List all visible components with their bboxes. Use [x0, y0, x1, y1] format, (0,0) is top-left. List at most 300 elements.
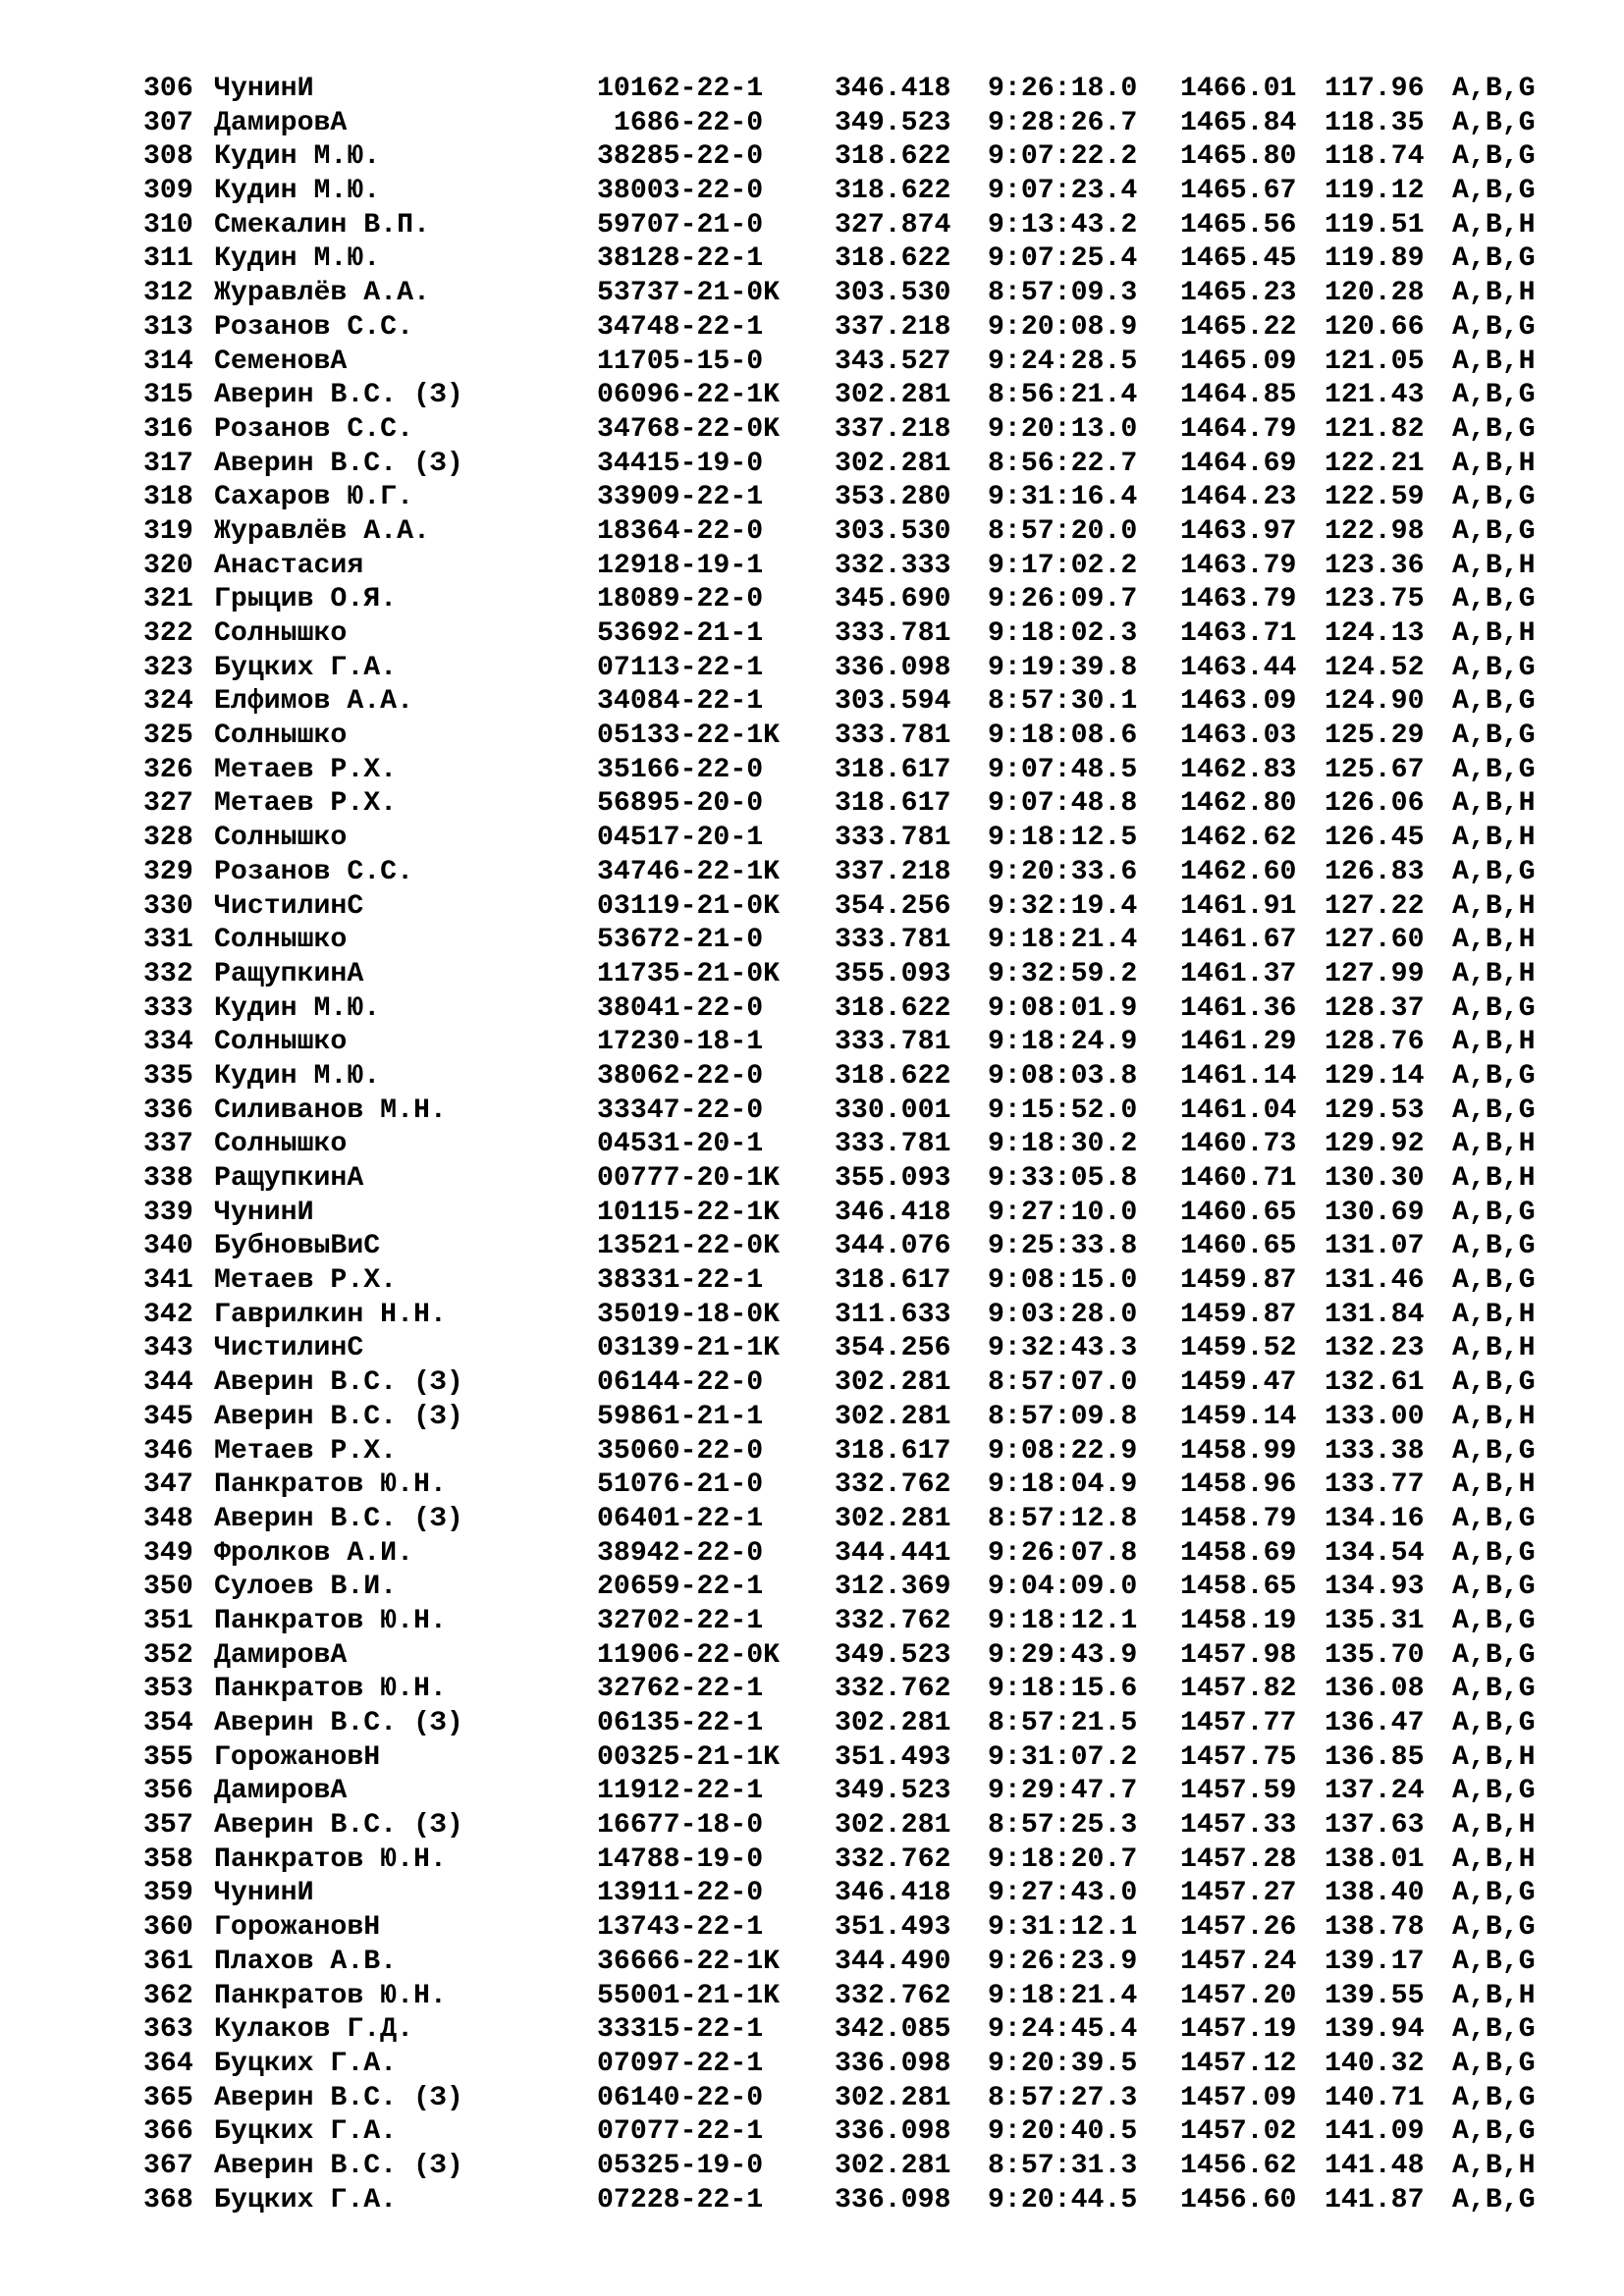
table-row	[143, 652, 1536, 686]
cell-speed: 1461.67	[1180, 925, 1297, 956]
table-row	[143, 1060, 1536, 1095]
cell-classes: A,B,H	[1452, 890, 1536, 922]
cell-name: Солнышко	[214, 721, 348, 752]
cell-coefficient: 139.55	[1325, 1980, 1425, 2011]
cell-coefficient: 134.54	[1325, 1537, 1425, 1569]
cell-ring: 07097-22-1	[597, 2048, 764, 2079]
cell-coefficient: 141.87	[1325, 2184, 1425, 2216]
cell-distance: 342.085	[835, 2014, 951, 2046]
cell-classes: A,B,G	[1452, 584, 1536, 615]
table-row	[143, 242, 1536, 277]
table-row	[143, 685, 1536, 720]
cell-time: 9:26:23.9	[988, 1946, 1138, 1977]
cell-classes: A,B,G	[1452, 74, 1536, 104]
cell-name: Плахов А.В.	[214, 1946, 398, 1977]
cell-time: 9:07:25.4	[988, 243, 1138, 275]
table-row	[143, 1366, 1536, 1401]
cell-speed: 1458.99	[1180, 1435, 1297, 1467]
cell-classes: A,B,G	[1452, 107, 1536, 138]
cell-classes: A,B,G	[1452, 482, 1536, 513]
cell-no: 364	[143, 2048, 193, 2079]
cell-name: Панкратов Ю.Н.	[214, 1674, 447, 1705]
cell-speed: 1459.14	[1180, 1401, 1297, 1432]
cell-classes: A,B,G	[1452, 856, 1536, 887]
cell-no: 367	[143, 2150, 193, 2181]
cell-coefficient: 120.66	[1325, 311, 1425, 343]
cell-distance: 351.493	[835, 1741, 951, 1773]
cell-time: 9:20:13.0	[988, 413, 1138, 445]
cell-ring: 00777-20-1K	[597, 1163, 781, 1194]
cell-coefficient: 117.96	[1325, 74, 1425, 104]
cell-time: 9:33:05.8	[988, 1163, 1138, 1194]
cell-ring: 11705-15-0	[597, 346, 764, 377]
cell-speed: 1463.71	[1180, 618, 1297, 649]
cell-ring: 55001-21-1K	[597, 1980, 781, 2011]
table-row	[143, 1877, 1536, 1911]
cell-speed: 1465.56	[1180, 209, 1297, 240]
table-row	[143, 448, 1536, 482]
cell-time: 9:20:08.9	[988, 311, 1138, 343]
cell-classes: A,B,G	[1452, 2116, 1536, 2148]
cell-name: Сулоев В.И.	[214, 1572, 398, 1603]
cell-time: 9:32:19.4	[988, 890, 1138, 922]
cell-classes: A,B,H	[1452, 2150, 1536, 2181]
cell-no: 346	[143, 1435, 193, 1467]
cell-no: 330	[143, 890, 193, 922]
cell-speed: 1459.47	[1180, 1367, 1297, 1399]
cell-no: 365	[143, 2082, 193, 2113]
cell-name: Гаврилкин Н.Н.	[214, 1299, 447, 1330]
cell-speed: 1457.26	[1180, 1912, 1297, 1944]
cell-distance: 318.622	[835, 141, 951, 173]
cell-speed: 1460.73	[1180, 1129, 1297, 1160]
cell-speed: 1460.65	[1180, 1231, 1297, 1262]
cell-ring: 38285-22-0	[597, 141, 764, 173]
cell-coefficient: 136.85	[1325, 1741, 1425, 1773]
cell-distance: 337.218	[835, 413, 951, 445]
cell-ring: 59707-21-0	[597, 209, 764, 240]
cell-name: Буцких Г.А.	[214, 652, 398, 683]
cell-name: ЧунинИ	[214, 1197, 314, 1228]
cell-time: 9:18:12.5	[988, 823, 1138, 854]
cell-coefficient: 138.40	[1325, 1878, 1425, 1909]
table-row	[143, 1026, 1536, 1060]
cell-time: 9:29:47.7	[988, 1776, 1138, 1807]
cell-distance: 318.617	[835, 1435, 951, 1467]
cell-time: 8:56:21.4	[988, 380, 1138, 411]
cell-ring: 35019-18-0K	[597, 1299, 781, 1330]
cell-coefficient: 123.36	[1325, 550, 1425, 581]
cell-name: Солнышко	[214, 618, 348, 649]
cell-speed: 1462.62	[1180, 823, 1297, 854]
table-row	[143, 617, 1536, 652]
cell-ring: 20659-22-1	[597, 1572, 764, 1603]
cell-time: 9:18:02.3	[988, 618, 1138, 649]
cell-speed: 1459.52	[1180, 1333, 1297, 1364]
cell-ring: 07077-22-1	[597, 2116, 764, 2148]
cell-coefficient: 128.37	[1325, 992, 1425, 1024]
cell-coefficient: 133.77	[1325, 1469, 1425, 1501]
cell-name: Панкратов Ю.Н.	[214, 1469, 447, 1501]
cell-no: 324	[143, 686, 193, 718]
cell-ring: 00325-21-1K	[597, 1741, 781, 1773]
table-row	[143, 2150, 1536, 2184]
table-row	[143, 2115, 1536, 2150]
cell-no: 360	[143, 1912, 193, 1944]
cell-coefficient: 125.29	[1325, 721, 1425, 752]
cell-distance: 327.874	[835, 209, 951, 240]
cell-speed: 1465.45	[1180, 243, 1297, 275]
cell-time: 9:31:07.2	[988, 1741, 1138, 1773]
table-row	[143, 1571, 1536, 1605]
cell-distance: 332.762	[835, 1980, 951, 2011]
cell-coefficient: 131.84	[1325, 1299, 1425, 1330]
cell-ring: 16677-18-0	[597, 1810, 764, 1842]
cell-classes: A,B,G	[1452, 2014, 1536, 2046]
cell-speed: 1457.09	[1180, 2082, 1297, 2113]
cell-coefficient: 119.89	[1325, 243, 1425, 275]
cell-coefficient: 118.74	[1325, 141, 1425, 173]
table-row	[143, 1299, 1536, 1333]
cell-coefficient: 135.31	[1325, 1605, 1425, 1636]
cell-name: Панкратов Ю.Н.	[214, 1843, 447, 1875]
cell-time: 9:20:44.5	[988, 2184, 1138, 2216]
cell-speed: 1461.29	[1180, 1027, 1297, 1058]
cell-distance: 332.762	[835, 1605, 951, 1636]
cell-classes: A,B,G	[1452, 413, 1536, 445]
cell-no: 348	[143, 1503, 193, 1534]
cell-ring: 59861-21-1	[597, 1401, 764, 1432]
cell-ring: 51076-21-0	[597, 1469, 764, 1501]
cell-ring: 32762-22-1	[597, 1674, 764, 1705]
cell-distance: 346.418	[835, 74, 951, 104]
cell-distance: 302.281	[835, 1708, 951, 1738]
cell-no: 328	[143, 823, 193, 854]
cell-classes: A,B,G	[1452, 2048, 1536, 2079]
cell-distance: 332.762	[835, 1674, 951, 1705]
cell-name: Кудин М.Ю.	[214, 243, 381, 275]
cell-name: Панкратов Ю.Н.	[214, 1980, 447, 2011]
cell-ring: 34746-22-1K	[597, 856, 781, 887]
cell-no: 307	[143, 107, 193, 138]
cell-name: Кудин М.Ю.	[214, 176, 381, 207]
cell-time: 8:57:20.0	[988, 515, 1138, 547]
table-row	[143, 1673, 1536, 1707]
cell-coefficient: 123.75	[1325, 584, 1425, 615]
cell-speed: 1457.33	[1180, 1810, 1297, 1842]
cell-no: 352	[143, 1639, 193, 1671]
cell-distance: 318.622	[835, 176, 951, 207]
cell-name: Панкратов Ю.Н.	[214, 1605, 447, 1636]
table-row	[143, 787, 1536, 822]
cell-no: 344	[143, 1367, 193, 1399]
cell-ring: 11906-22-0K	[597, 1639, 781, 1671]
cell-coefficient: 127.60	[1325, 925, 1425, 956]
cell-distance: 353.280	[835, 482, 951, 513]
cell-classes: A,B,G	[1452, 380, 1536, 411]
cell-speed: 1464.23	[1180, 482, 1297, 513]
cell-coefficient: 126.45	[1325, 823, 1425, 854]
cell-time: 8:57:21.5	[988, 1708, 1138, 1738]
cell-classes: A,B,H	[1452, 1401, 1536, 1432]
cell-coefficient: 133.38	[1325, 1435, 1425, 1467]
cell-ring: 07228-22-1	[597, 2184, 764, 2216]
table-row	[143, 515, 1536, 550]
cell-classes: A,B,H	[1452, 1810, 1536, 1842]
cell-classes: A,B,H	[1452, 958, 1536, 989]
cell-name: Метаев Р.Х.	[214, 1265, 398, 1297]
cell-distance: 333.781	[835, 618, 951, 649]
cell-classes: A,B,H	[1452, 448, 1536, 479]
cell-no: 337	[143, 1129, 193, 1160]
cell-ring: 06144-22-0	[597, 1367, 764, 1399]
cell-speed: 1458.69	[1180, 1537, 1297, 1569]
cell-no: 355	[143, 1741, 193, 1773]
cell-name: ЧистилинС	[214, 1333, 364, 1364]
cell-coefficient: 125.67	[1325, 754, 1425, 785]
cell-coefficient: 126.06	[1325, 788, 1425, 820]
table-row	[143, 720, 1536, 754]
cell-speed: 1457.12	[1180, 2048, 1297, 2079]
cell-coefficient: 121.05	[1325, 346, 1425, 377]
cell-speed: 1457.28	[1180, 1843, 1297, 1875]
cell-speed: 1457.82	[1180, 1674, 1297, 1705]
table-row	[143, 1605, 1536, 1639]
cell-time: 9:27:10.0	[988, 1197, 1138, 1228]
cell-distance: 349.523	[835, 1776, 951, 1807]
cell-time: 8:56:22.7	[988, 448, 1138, 479]
cell-coefficient: 139.17	[1325, 1946, 1425, 1977]
cell-classes: A,B,G	[1452, 1537, 1536, 1569]
cell-name: Анастасия	[214, 550, 364, 581]
cell-speed: 1463.03	[1180, 721, 1297, 752]
cell-no: 312	[143, 278, 193, 309]
cell-coefficient: 134.16	[1325, 1503, 1425, 1534]
cell-no: 311	[143, 243, 193, 275]
cell-speed: 1465.67	[1180, 176, 1297, 207]
cell-time: 9:18:24.9	[988, 1027, 1138, 1058]
cell-ring: 56895-20-0	[597, 788, 764, 820]
cell-coefficient: 127.99	[1325, 958, 1425, 989]
cell-time: 9:08:01.9	[988, 992, 1138, 1024]
cell-ring: 11735-21-0K	[597, 958, 781, 989]
cell-time: 9:18:12.1	[988, 1605, 1138, 1636]
cell-time: 9:17:02.2	[988, 550, 1138, 581]
cell-name: Метаев Р.Х.	[214, 1435, 398, 1467]
cell-classes: A,B,H	[1452, 550, 1536, 581]
cell-speed: 1466.01	[1180, 74, 1297, 104]
cell-distance: 336.098	[835, 2048, 951, 2079]
cell-time: 9:18:20.7	[988, 1843, 1138, 1875]
cell-no: 325	[143, 721, 193, 752]
cell-coefficient: 124.52	[1325, 652, 1425, 683]
cell-coefficient: 127.22	[1325, 890, 1425, 922]
cell-classes: A,B,G	[1452, 1776, 1536, 1807]
cell-coefficient: 141.09	[1325, 2116, 1425, 2148]
table-row	[143, 2184, 1536, 2218]
cell-distance: 345.690	[835, 584, 951, 615]
table-row	[143, 958, 1536, 992]
cell-ring: 32702-22-1	[597, 1605, 764, 1636]
cell-time: 9:25:33.8	[988, 1231, 1138, 1262]
cell-classes: A,B,H	[1452, 788, 1536, 820]
cell-ring: 34084-22-1	[597, 686, 764, 718]
cell-time: 9:03:28.0	[988, 1299, 1138, 1330]
cell-time: 9:18:08.6	[988, 721, 1138, 752]
cell-time: 9:24:28.5	[988, 346, 1138, 377]
cell-no: 361	[143, 1946, 193, 1977]
cell-no: 347	[143, 1469, 193, 1501]
cell-time: 9:32:43.3	[988, 1333, 1138, 1364]
cell-ring: 14788-19-0	[597, 1843, 764, 1875]
cell-no: 342	[143, 1299, 193, 1330]
cell-ring: 33315-22-1	[597, 2014, 764, 2046]
cell-distance: 312.369	[835, 1572, 951, 1603]
cell-name: ЧистилинС	[214, 890, 364, 922]
cell-no: 314	[143, 346, 193, 377]
cell-time: 9:26:18.0	[988, 74, 1138, 104]
cell-speed: 1457.20	[1180, 1980, 1297, 2011]
cell-distance: 355.093	[835, 958, 951, 989]
table-row	[143, 856, 1536, 890]
cell-classes: A,B,H	[1452, 1741, 1536, 1773]
cell-classes: A,B,G	[1452, 1265, 1536, 1297]
cell-no: 310	[143, 209, 193, 240]
cell-ring: 38942-22-0	[597, 1537, 764, 1569]
table-row	[143, 1980, 1536, 2014]
table-row	[143, 1911, 1536, 1946]
cell-time: 9:26:07.8	[988, 1537, 1138, 1569]
cell-speed: 1459.87	[1180, 1265, 1297, 1297]
cell-ring: 06140-22-0	[597, 2082, 764, 2113]
cell-classes: A,B,G	[1452, 2082, 1536, 2113]
table-row	[143, 1264, 1536, 1299]
cell-speed: 1457.75	[1180, 1741, 1297, 1773]
cell-name: Буцких Г.А.	[214, 2184, 398, 2216]
cell-time: 8:57:31.3	[988, 2150, 1138, 2181]
cell-no: 309	[143, 176, 193, 207]
cell-name: Аверин В.С. (З)	[214, 1708, 463, 1738]
cell-speed: 1459.87	[1180, 1299, 1297, 1330]
cell-no: 341	[143, 1265, 193, 1297]
cell-no: 321	[143, 584, 193, 615]
table-row	[143, 209, 1536, 243]
table-row	[143, 1809, 1536, 1843]
cell-coefficient: 137.63	[1325, 1810, 1425, 1842]
table-row	[143, 277, 1536, 311]
cell-coefficient: 119.51	[1325, 209, 1425, 240]
cell-name: Кудин М.Ю.	[214, 141, 381, 173]
cell-ring: 35060-22-0	[597, 1435, 764, 1467]
table-row	[143, 413, 1536, 448]
cell-no: 338	[143, 1163, 193, 1194]
cell-classes: A,B,H	[1452, 346, 1536, 377]
cell-no: 353	[143, 1674, 193, 1705]
cell-coefficient: 118.35	[1325, 107, 1425, 138]
cell-time: 9:08:15.0	[988, 1265, 1138, 1297]
cell-ring: 12918-19-1	[597, 550, 764, 581]
cell-no: 345	[143, 1401, 193, 1432]
cell-name: ГорожановН	[214, 1912, 381, 1944]
cell-ring: 05133-22-1K	[597, 721, 781, 752]
cell-distance: 344.441	[835, 1537, 951, 1569]
table-row	[143, 1401, 1536, 1435]
cell-coefficient: 122.98	[1325, 515, 1425, 547]
cell-classes: A,B,G	[1452, 1674, 1536, 1705]
table-row	[143, 1946, 1536, 1980]
cell-name: Аверин В.С. (З)	[214, 380, 463, 411]
cell-coefficient: 128.76	[1325, 1027, 1425, 1058]
cell-name: Журавлёв А.А.	[214, 278, 430, 309]
cell-name: Солнышко	[214, 1027, 348, 1058]
cell-classes: A,B,H	[1452, 618, 1536, 649]
cell-speed: 1460.65	[1180, 1197, 1297, 1228]
cell-no: 333	[143, 992, 193, 1024]
table-row	[143, 1503, 1536, 1537]
cell-time: 8:57:07.0	[988, 1367, 1138, 1399]
cell-coefficient: 120.28	[1325, 278, 1425, 309]
cell-classes: A,B,G	[1452, 243, 1536, 275]
cell-classes: A,B,G	[1452, 515, 1536, 547]
cell-ring: 34415-19-0	[597, 448, 764, 479]
table-row	[143, 890, 1536, 925]
cell-classes: A,B,G	[1452, 1946, 1536, 1977]
cell-name: Журавлёв А.А.	[214, 515, 430, 547]
cell-name: ЧунинИ	[214, 1878, 314, 1909]
cell-ring: 38003-22-0	[597, 176, 764, 207]
cell-speed: 1461.36	[1180, 992, 1297, 1024]
cell-coefficient: 121.82	[1325, 413, 1425, 445]
cell-classes: A,B,G	[1452, 686, 1536, 718]
cell-ring: 03119-21-0K	[597, 890, 781, 922]
cell-no: 362	[143, 1980, 193, 2011]
cell-ring: 07113-22-1	[597, 652, 764, 683]
table-row	[143, 2048, 1536, 2082]
cell-time: 9:07:48.8	[988, 788, 1138, 820]
cell-no: 308	[143, 141, 193, 173]
cell-time: 9:32:59.2	[988, 958, 1138, 989]
cell-no: 334	[143, 1027, 193, 1058]
table-row	[143, 481, 1536, 515]
table-row	[143, 175, 1536, 209]
cell-coefficient: 135.70	[1325, 1639, 1425, 1671]
table-row	[143, 379, 1536, 413]
cell-speed: 1463.79	[1180, 550, 1297, 581]
cell-speed: 1464.85	[1180, 380, 1297, 411]
cell-classes: A,B,G	[1452, 1060, 1536, 1092]
cell-coefficient: 140.71	[1325, 2082, 1425, 2113]
cell-name: Силиванов М.Н.	[214, 1095, 447, 1126]
cell-speed: 1457.27	[1180, 1878, 1297, 1909]
cell-classes: A,B,G	[1452, 1095, 1536, 1126]
cell-ring: 04531-20-1	[597, 1129, 764, 1160]
cell-distance: 337.218	[835, 856, 951, 887]
cell-time: 8:57:09.3	[988, 278, 1138, 309]
cell-name: ГорожановН	[214, 1741, 381, 1773]
cell-time: 8:57:12.8	[988, 1503, 1138, 1534]
cell-distance: 336.098	[835, 2116, 951, 2148]
cell-speed: 1458.79	[1180, 1503, 1297, 1534]
cell-time: 9:31:12.1	[988, 1912, 1138, 1944]
cell-time: 9:07:48.5	[988, 754, 1138, 785]
cell-coefficient: 130.30	[1325, 1163, 1425, 1194]
cell-speed: 1458.65	[1180, 1572, 1297, 1603]
cell-classes: A,B,G	[1452, 1639, 1536, 1671]
table-row	[143, 1537, 1536, 1572]
cell-ring: 10115-22-1K	[597, 1197, 781, 1228]
cell-name: Солнышко	[214, 925, 348, 956]
cell-classes: A,B,G	[1452, 1231, 1536, 1262]
